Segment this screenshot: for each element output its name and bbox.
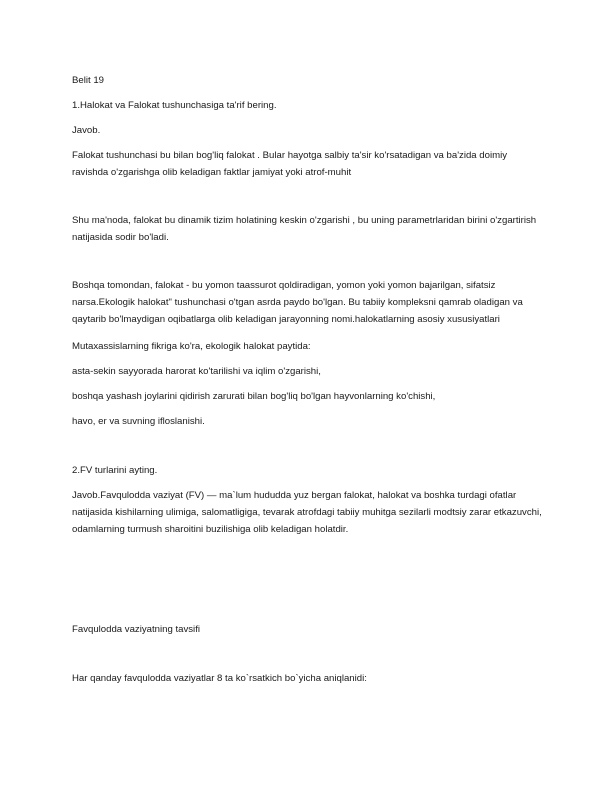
question-2: 2.FV turlarini ayting. [72,465,158,476]
document-heading: Belit 19 [72,75,104,86]
answer-label: Javob. [72,125,101,136]
paragraph-falokat-definition: Falokat tushunchasi bu bilan bog'liq falokat . Bular hayotga salbiy ta'sir ko'rsatadigan va ba'zida doimiy ravishda o'zgarishga olib keladigan faktlar jamiyat yoki atrof-muhit [72,150,508,178]
list-item-animal-migration: boshqa yashash joylarini qidirish zarurati bilan bog'liq bo'lgan hayvonlarning ko'chishi, [72,391,436,402]
paragraph-experts-opinion: Mutaxassislarning fikriga ko'ra, ekologik halokat paytida: [72,341,311,352]
list-item-climate-change: asta-sekin sayyorada harorat ko'tarilishi va iqlim o'zgarishi, [72,366,321,377]
paragraph-emergency-indicators: Har qanday favqulodda vaziyatlar 8 ta ko`rsatkich bo`yicha aniqlanidi: [72,673,367,684]
list-item-pollution: havo, er va suvning ifloslanishi. [72,416,205,427]
paragraph-ecological-disaster: Boshqa tomondan, falokat - bu yomon taassurot qoldiradigan, yomon yoki yomon bajarilgan, sifatsiz narsa.Ekologik halokat" tushunchasi o'tgan asrda paydo bo'lgan. Bu tabiiy kompleksni qamrab oladigan va qaytarib bo'lmaydigan oqibatlarga olib keladigan jarayonning nomi.halokatlarning asosiy xususiyatlari [72,280,523,325]
paragraph-emergency-definition: Javob.Favqulodda vaziyat (FV) — ma`lum hududda yuz bergan falokat, halokat va boshka turdagi ofatlar natijasida kishilarning ulimiga, salomatligiga, tevarak atrofdagi tabiiy muhitga sezilarli modtsiy zarar etkazuvchi, odamlarning turmush sharoitini buzilishiga olib keladigan holatdir. [72,490,542,535]
paragraph-dynamic-system: Shu ma'noda, falokat bu dinamik tizim holatining keskin o'zgarishi , bu uning parametrlaridan birini o'zgartirish natijasida sodir bo'ladi. [72,215,537,243]
section-title-emergency-description: Favqulodda vaziyatning tavsifi [72,624,200,635]
question-1: 1.Halokat va Falokat tushunchasiga ta'rif bering. [72,100,277,111]
